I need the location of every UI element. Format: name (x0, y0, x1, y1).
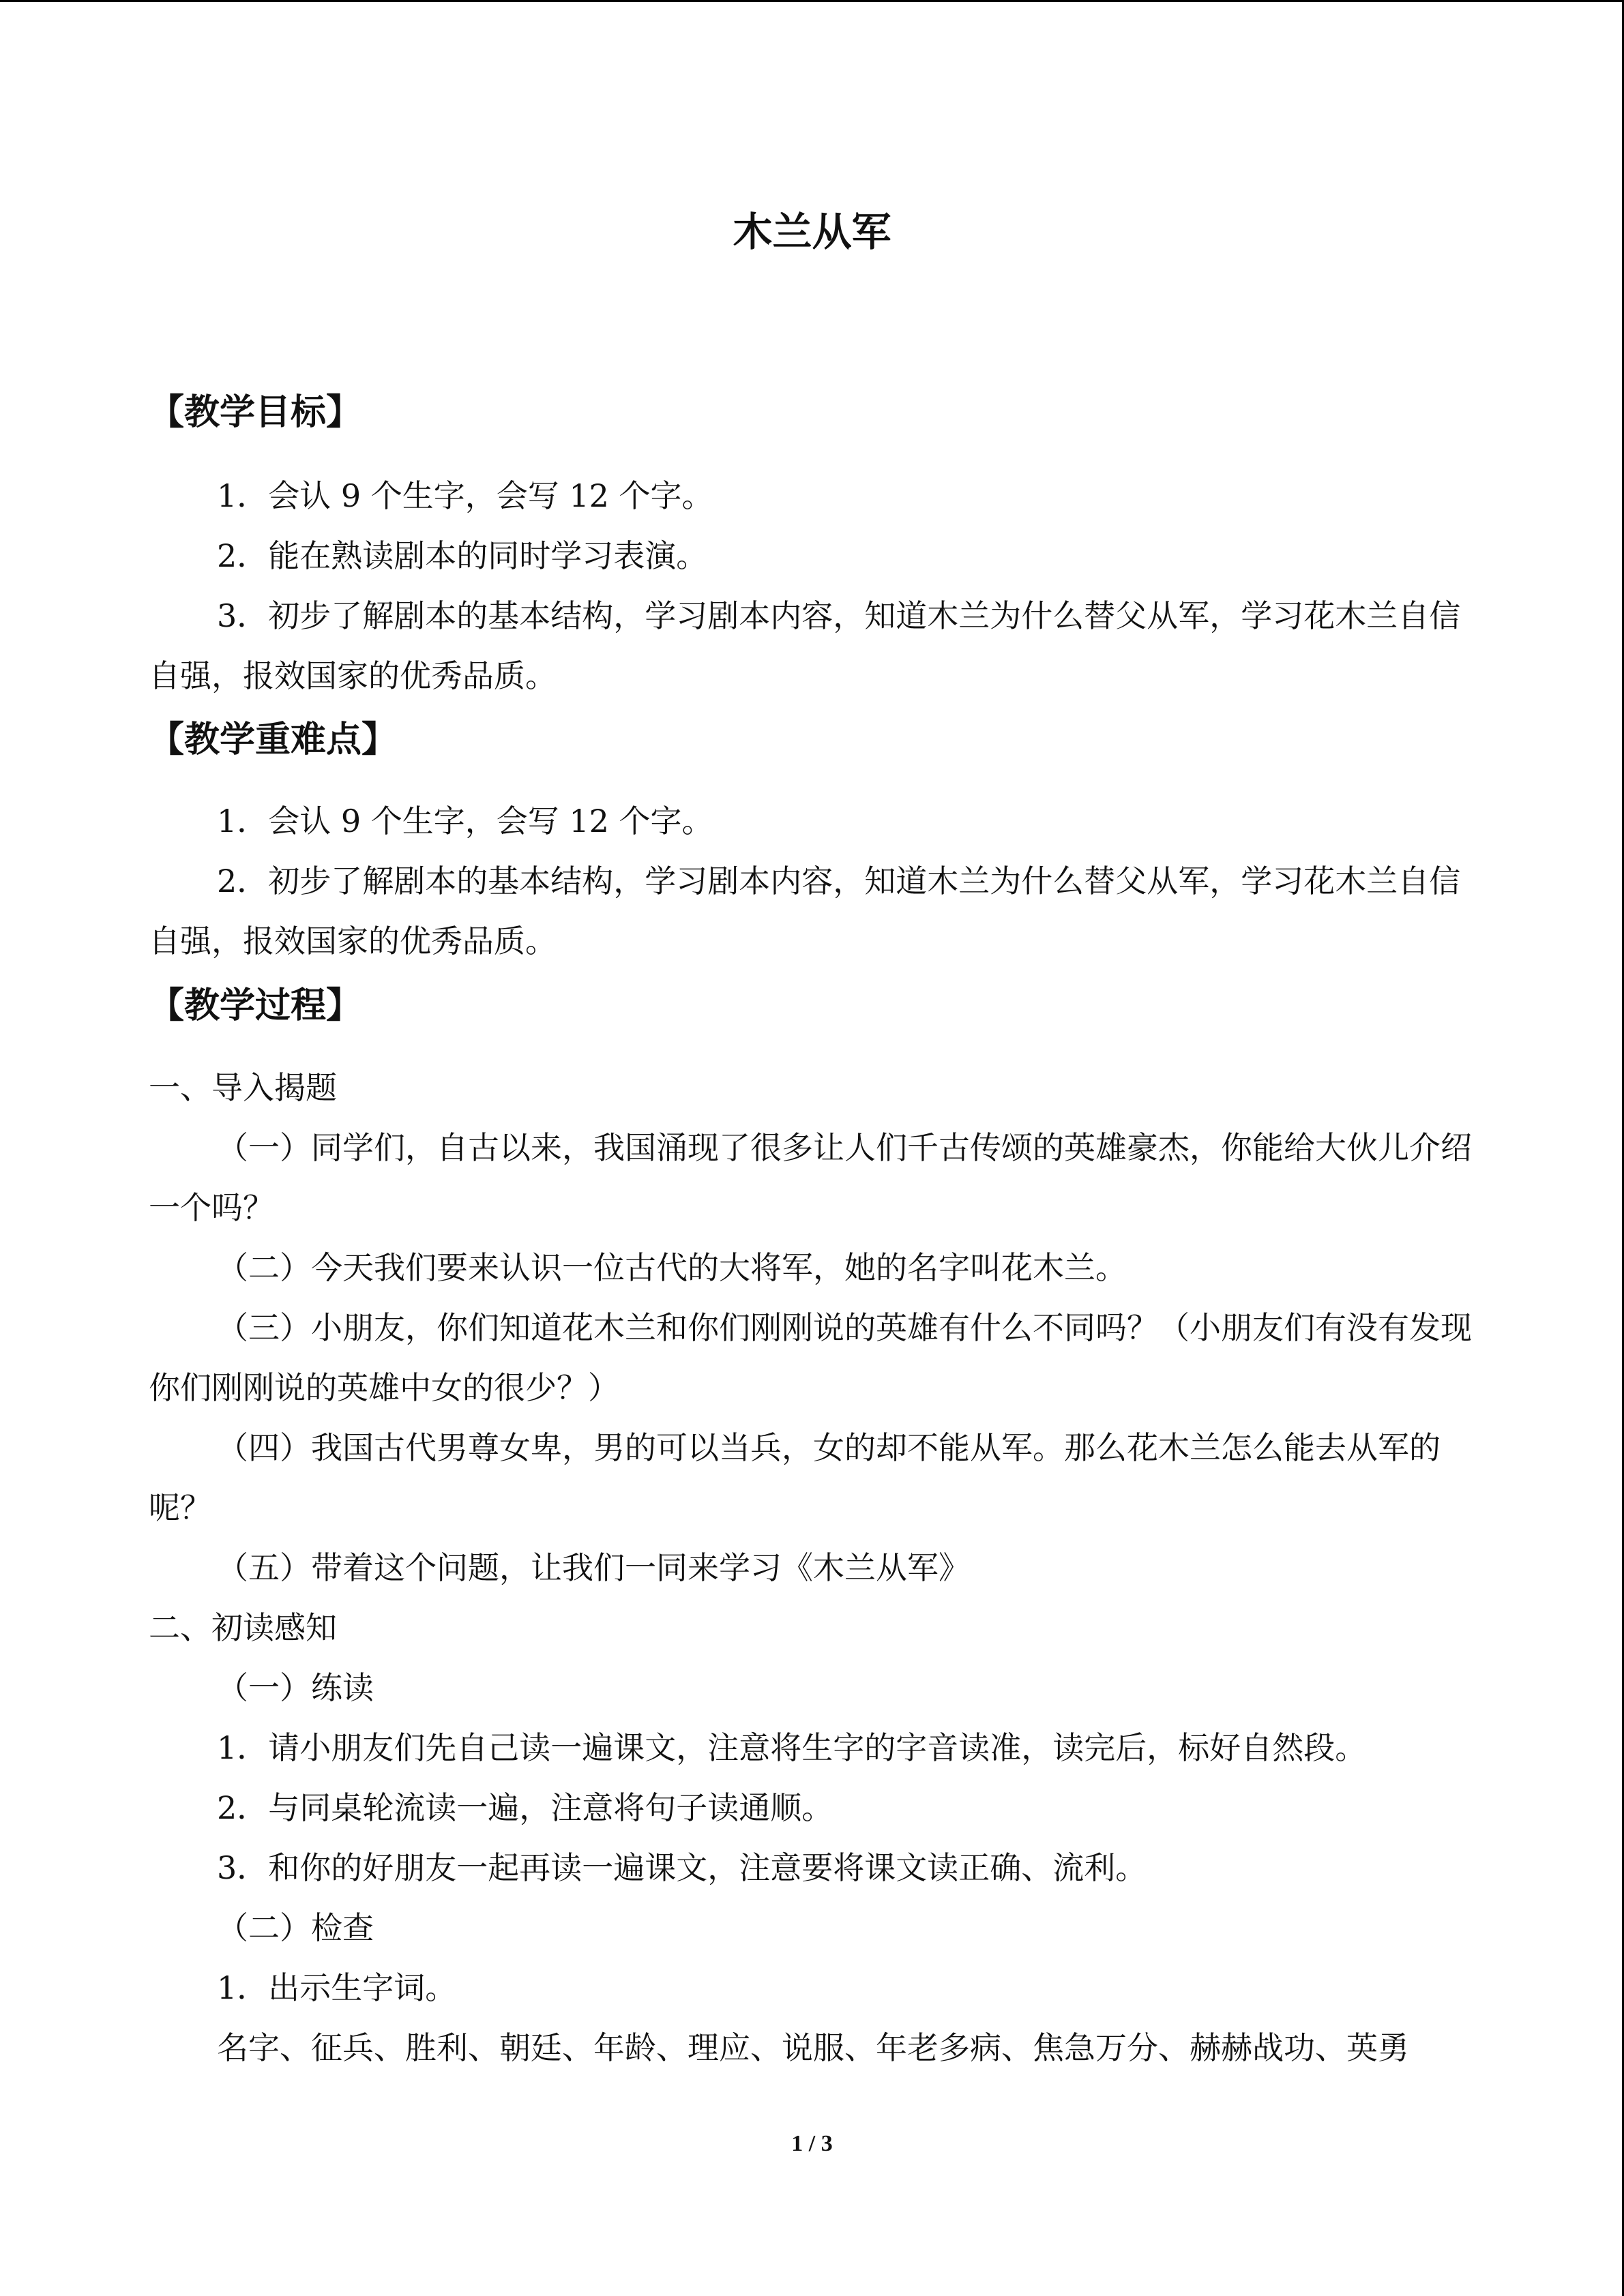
part1-item-4: （四）我国古代男尊女卑，男的可以当兵，女的却不能从军。那么花木兰怎么能去从军的呢？ (149, 1429, 1441, 1526)
part2-sub2-item-1: 1．出示生字词。 (217, 1969, 457, 2006)
part2-title: 二、初读感知 (149, 1609, 337, 1646)
document-title: 木兰从军 (733, 209, 891, 255)
part2-sub2: （二）检查 (217, 1909, 374, 1946)
part2-sub1-item-2: 2．与同桌轮流读一遍，注意将句子读通顺。 (217, 1789, 833, 1826)
part1-item-5: （五）带着这个问题，让我们一同来学习《木兰从军》 (217, 1549, 970, 1586)
heading-objectives: 【教学目标】 (149, 392, 362, 433)
part1-item-2: （二）今天我们要来认识一位古代的大将军，她的名字叫花木兰。 (217, 1249, 1127, 1286)
objective-item-3: 3．初步了解剧本的基本结构，学习剧本内容，知道木兰为什么替父从军，学习花木兰自信自强，报效国家的优秀品质。 (149, 597, 1461, 694)
part1-item-3: （三）小朋友，你们知道花木兰和你们刚刚说的英雄有什么不同吗？（小朋友们有没有发现你们刚刚说的英雄中女的很少？） (149, 1309, 1472, 1406)
heading-key-points: 【教学重难点】 (149, 719, 398, 760)
part2-sub1: （一）练读 (217, 1669, 374, 1706)
part2-sub1-item-1: 1．请小朋友们先自己读一遍课文，注意将生字的字音读准，读完后，标好自然段。 (217, 1729, 1367, 1766)
page-indicator: 1 / 3 (791, 2131, 833, 2156)
objective-item-2: 2．能在熟读剧本的同时学习表演。 (217, 537, 708, 574)
part2-sub1-item-3: 3．和你的好朋友一起再读一遍课文，注意要将课文读正确、流利。 (217, 1849, 1147, 1886)
key-point-item-2: 2．初步了解剧本的基本结构，学习剧本内容，知道木兰为什么替父从军，学习花木兰自信自强，报效国家的优秀品质。 (149, 863, 1461, 959)
page-top-border (0, 0, 1624, 2)
objective-item-1: 1．会认 9 个生字，会写 12 个字。 (217, 477, 713, 514)
part2-sub2-item-2: 名字、征兵、胜利、朝廷、年龄、理应、说服、年老多病、焦急万分、赫赫战功、英勇 (217, 2029, 1409, 2066)
heading-process: 【教学过程】 (149, 985, 362, 1026)
key-point-item-1: 1．会认 9 个生字，会写 12 个字。 (217, 803, 713, 839)
part1-title: 一、导入揭题 (149, 1069, 337, 1106)
part1-item-1: （一）同学们，自古以来，我国涌现了很多让人们千古传颂的英雄豪杰，你能给大伙儿介绍一个吗？ (149, 1129, 1472, 1226)
